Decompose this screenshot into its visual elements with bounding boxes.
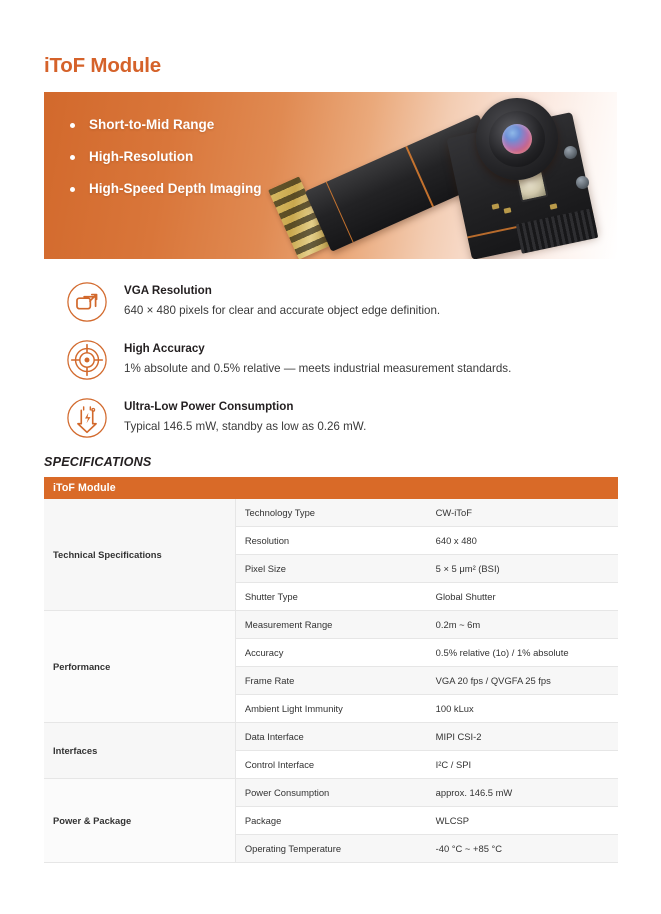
- param-label: Ambient Light Immunity: [235, 695, 426, 723]
- table-row: [44, 611, 618, 639]
- specifications-table: [44, 477, 618, 863]
- hero-bullet-label: High-Speed Depth Imaging: [89, 180, 262, 196]
- bullet-dot-icon: [70, 155, 75, 160]
- param-label: Measurement Range: [235, 611, 426, 639]
- screw-head: [564, 146, 577, 159]
- param-label: Operating Temperature: [235, 835, 426, 863]
- product-photo: [282, 92, 617, 259]
- specifications-heading: SPECIFICATIONS: [44, 455, 152, 470]
- param-label: Pixel Size: [235, 555, 426, 583]
- lens-barrel: [489, 111, 545, 167]
- group-label: Power & Package: [44, 779, 235, 863]
- param-value: Global Shutter: [427, 583, 618, 611]
- param-value: -40 °C ~ +85 °C: [427, 835, 618, 863]
- param-value: 0.2m ~ 6m: [427, 611, 618, 639]
- feature-title: Ultra-Low Power Consumption: [124, 400, 294, 414]
- group-label: Interfaces: [44, 723, 235, 779]
- param-label: Shutter Type: [235, 583, 426, 611]
- param-value: WLCSP: [427, 807, 618, 835]
- param-value: 640 x 480: [427, 527, 618, 555]
- power-down-bolt-icon: [66, 397, 108, 439]
- bullet-dot-icon: [70, 187, 75, 192]
- hero-bullet-item: [68, 116, 318, 134]
- screw-head: [576, 176, 589, 189]
- feature-title: VGA Resolution: [124, 284, 212, 298]
- param-label: Resolution: [235, 527, 426, 555]
- hero-bullet-label: Short-to-Mid Range: [89, 117, 215, 133]
- group-label: Performance: [44, 611, 235, 723]
- table-row: [44, 723, 618, 751]
- resolution-expand-icon: [66, 281, 108, 323]
- feature-text: [124, 397, 366, 435]
- group-label: Technical Specifications: [44, 499, 235, 611]
- param-value: VGA 20 fps / QVGFA 25 fps: [427, 667, 618, 695]
- table-row: [44, 779, 618, 807]
- feature-item: [66, 397, 617, 439]
- param-label: Data Interface: [235, 723, 426, 751]
- feature-description: 640 × 480 pixels for clear and accurate object edge definition.: [124, 304, 441, 318]
- param-label: Control Interface: [235, 751, 426, 779]
- param-label: Accuracy: [235, 639, 426, 667]
- param-value: CW-iToF: [427, 499, 618, 527]
- document-page: [0, 14, 661, 863]
- hero-bullet-list: [68, 116, 318, 211]
- feature-description: 1% absolute and 0.5% relative — meets industrial measurement standards.: [124, 362, 512, 376]
- feature-title: High Accuracy: [124, 342, 205, 356]
- bullet-dot-icon: [70, 123, 75, 128]
- feature-text: [124, 281, 440, 319]
- param-label: Technology Type: [235, 499, 426, 527]
- table-header-row: [44, 477, 618, 499]
- hero-banner: [44, 92, 617, 259]
- feature-text: [124, 339, 511, 377]
- param-label: Power Consumption: [235, 779, 426, 807]
- param-value: I²C / SPI: [427, 751, 618, 779]
- param-value: approx. 146.5 mW: [427, 779, 618, 807]
- spec-table-title: iToF Module: [44, 477, 618, 499]
- param-label: Package: [235, 807, 426, 835]
- hero-bullet-item: [68, 180, 318, 198]
- page-title: iToF Module: [44, 53, 161, 77]
- param-value: 0.5% relative (1o) / 1% absolute: [427, 639, 618, 667]
- target-crosshair-icon: [66, 339, 108, 381]
- param-value: MIPI CSI-2: [427, 723, 618, 751]
- feature-item: [66, 339, 617, 381]
- hero-bullet-item: [68, 148, 318, 166]
- lens-glass: [502, 124, 532, 154]
- param-label: Frame Rate: [235, 667, 426, 695]
- table-row: [44, 499, 618, 527]
- camera-lens: [476, 98, 558, 180]
- param-value: 5 × 5 μm² (BSI): [427, 555, 618, 583]
- hero-bullet-label: High-Resolution: [89, 148, 194, 164]
- feature-list: [44, 281, 617, 439]
- feature-item: [66, 281, 617, 323]
- feature-description: Typical 146.5 mW, standby as low as 0.26 mW.: [124, 420, 367, 434]
- param-value: 100 kLux: [427, 695, 618, 723]
